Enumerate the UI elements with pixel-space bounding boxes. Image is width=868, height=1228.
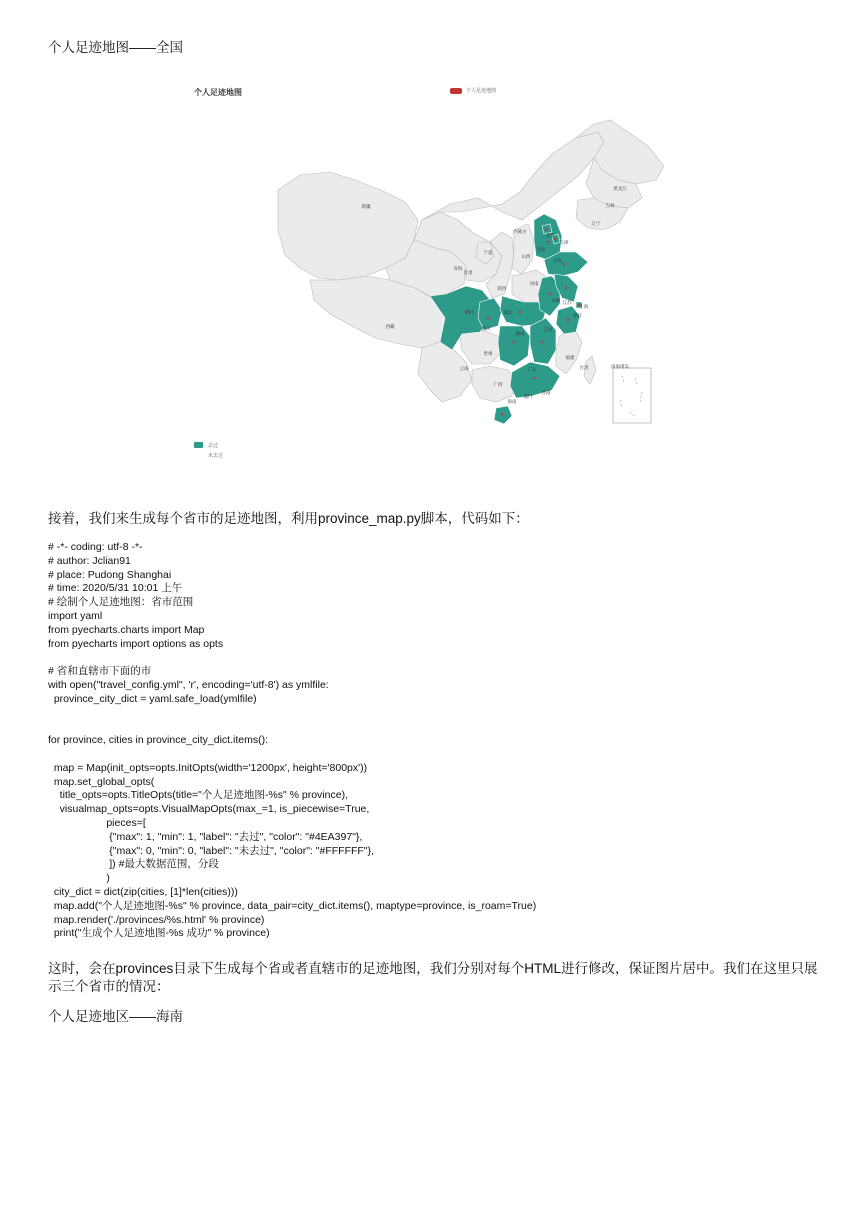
province-label: 福建 bbox=[565, 355, 575, 360]
province-label: 河南 bbox=[529, 281, 539, 286]
code-line: city_dict = dict(zip(cities, [1]*len(cities))) bbox=[48, 885, 238, 898]
code-line: ]) #最大数据范围，分段 bbox=[48, 858, 219, 871]
footprint-map-figure bbox=[190, 80, 680, 470]
province-label: 广东 bbox=[527, 367, 537, 372]
code-line: from pyecharts.charts import Map bbox=[48, 623, 205, 636]
province-jiangxi bbox=[530, 318, 556, 364]
province-label: 湖北 bbox=[503, 310, 513, 315]
province-label: 辽宁 bbox=[591, 221, 601, 226]
province-label: 广西 bbox=[493, 382, 503, 387]
province-label: 北京 bbox=[545, 233, 555, 238]
section-heading-national: 个人足迹地图——全国 bbox=[48, 40, 183, 55]
code-line: from pyecharts import options as opts bbox=[48, 637, 224, 650]
legend-visited-swatch bbox=[194, 442, 203, 448]
legend-series-label: 个人足迹地图 bbox=[466, 88, 497, 94]
section-heading-hainan: 个人足迹地区——海南 bbox=[48, 1009, 183, 1024]
province-label: 甘肃 bbox=[463, 270, 473, 275]
province-label: 宁夏 bbox=[483, 250, 493, 255]
province-inner-mongolia bbox=[422, 132, 604, 220]
result-paragraph: 这时，会在provinces目录下生成每个省或者直辖市的足迹地图，我们分别对每个HTML进行修改，保证图片居中。我们在这里只展示三个省市的情况： bbox=[48, 961, 818, 994]
province-label: 湖南 bbox=[515, 331, 525, 336]
province-label: 新疆 bbox=[361, 204, 371, 209]
province-label: 内蒙古 bbox=[513, 229, 527, 234]
legend-unvisited-swatch bbox=[194, 452, 203, 458]
province-label: 江苏 bbox=[562, 300, 572, 305]
code-line: map.add("个人足迹地图-%s" % province, data_pair=city_dict.items(), maptype=province, is_roam=True) bbox=[48, 899, 537, 912]
south-sea-inset bbox=[613, 368, 651, 423]
code-line: pieces=[ bbox=[48, 816, 146, 829]
code-line: # -*- coding: utf-8 -*- bbox=[48, 541, 143, 553]
legend-unvisited[interactable] bbox=[194, 450, 223, 460]
code-line: map.render('./provinces/%s.html' % province) bbox=[48, 913, 265, 926]
code-block bbox=[48, 541, 536, 941]
province-label: 江西 bbox=[543, 327, 553, 332]
province-label: 上海 bbox=[579, 304, 589, 309]
code-line: {"max": 1, "min": 1, "label": "去过", "color": "#4EA397"}, bbox=[48, 830, 363, 843]
code-line: print("生成个人足迹地图-%s 成功" % province) bbox=[48, 927, 270, 940]
intro-paragraph: 接着，我们来生成每个省市的足迹地图，利用province_map.py脚本，代码如下： bbox=[48, 511, 529, 526]
code-line: # 绘制个人足迹地图：省市范围 bbox=[48, 596, 194, 609]
province-label: 青海 bbox=[453, 266, 463, 271]
province-label: 山西 bbox=[521, 254, 531, 259]
province-fujian bbox=[556, 328, 582, 374]
province-label: 云南 bbox=[459, 366, 469, 371]
province-label: 南海诸岛 bbox=[611, 364, 629, 369]
province-label: 重庆 bbox=[481, 326, 491, 331]
province-label: 澳门 bbox=[523, 394, 533, 399]
province-label: 黑龙江 bbox=[613, 186, 627, 191]
code-line: visualmap_opts=opts.VisualMapOpts(max_=1, is_piecewise=True, bbox=[48, 803, 370, 816]
code-line: import yaml bbox=[48, 609, 103, 622]
legend-visited[interactable] bbox=[194, 440, 223, 450]
china-map[interactable] bbox=[190, 80, 680, 470]
province-label: 贵州 bbox=[483, 351, 493, 356]
code-line: # 省和直辖市下面的市 bbox=[48, 665, 152, 678]
code-line bbox=[48, 720, 536, 734]
province-label: 浙江 bbox=[573, 313, 583, 318]
province-label: 香港 bbox=[541, 390, 551, 395]
province-label: 河北 bbox=[536, 247, 546, 252]
code-line bbox=[48, 707, 536, 721]
province-hunan bbox=[498, 326, 530, 366]
code-line: {"max": 0, "min": 0, "label": "未去过", "color": "#FFFFFF"}, bbox=[48, 844, 374, 857]
map-title: 个人足迹地图 bbox=[194, 88, 242, 97]
province-label: 天津 bbox=[559, 240, 569, 245]
code-line: title_opts=opts.TitleOpts(title="个人足迹地图-%s" % province), bbox=[48, 789, 348, 802]
code-line bbox=[48, 748, 536, 762]
province-label: 陕西 bbox=[497, 286, 507, 291]
province-label: 四川 bbox=[465, 310, 475, 315]
province-label: 台湾 bbox=[579, 365, 589, 370]
province-label: 安徽 bbox=[551, 298, 561, 303]
code-line: # time: 2020/5/31 10:01 上午 bbox=[48, 582, 183, 595]
province-hainan bbox=[494, 406, 512, 424]
code-line: # place: Pudong Shanghai bbox=[48, 568, 172, 581]
province-guizhou bbox=[460, 330, 502, 364]
legend-visited-label: 去过 bbox=[208, 442, 219, 449]
province-label: 西藏 bbox=[385, 324, 395, 329]
code-line: map = Map(init_opts=opts.InitOpts(width='1200px', height='800px')) bbox=[48, 761, 368, 774]
province-label: 吉林 bbox=[605, 203, 615, 208]
code-line: # author: Jclian91 bbox=[48, 554, 131, 567]
province-label: 海南 bbox=[507, 399, 517, 404]
code-line: with open("travel_config.yml", 'r', encoding='utf-8') as ymlfile: bbox=[48, 678, 329, 691]
visual-map-legend[interactable] bbox=[194, 440, 223, 460]
code-line: for province, cities in province_city_dict.items(): bbox=[48, 734, 268, 747]
legend-unvisited-label: 未去过 bbox=[208, 452, 224, 459]
unvisited-provinces bbox=[278, 120, 664, 402]
code-line bbox=[48, 651, 536, 665]
code-line: province_city_dict = yaml.safe_load(ymlfile) bbox=[48, 692, 257, 705]
province-taiwan bbox=[584, 356, 596, 384]
province-label: 山东 bbox=[553, 258, 563, 263]
code-line: ) bbox=[48, 872, 110, 885]
code-line: map.set_global_opts( bbox=[48, 775, 155, 788]
